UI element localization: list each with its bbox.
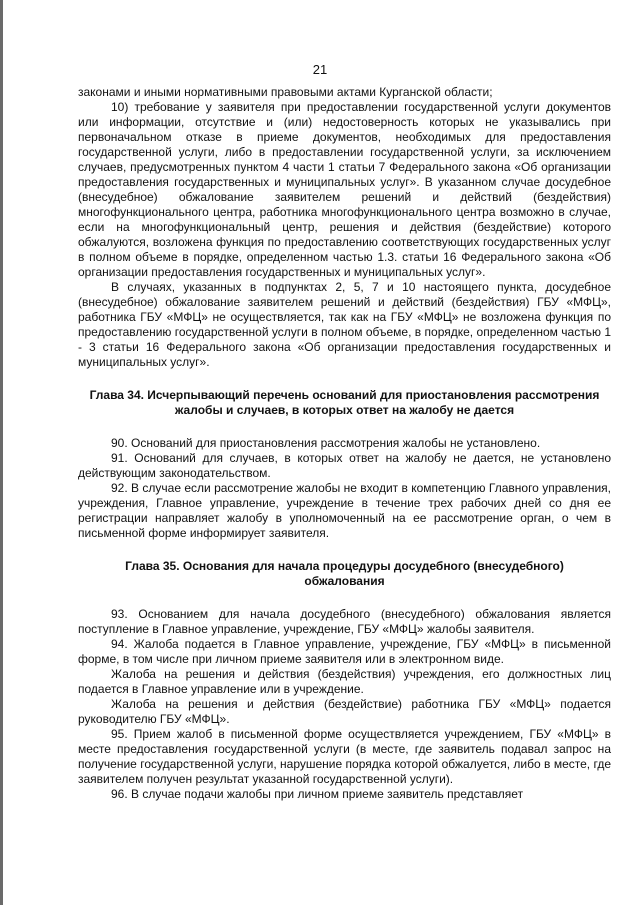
paragraph: 10) требование у заявителя при предоставлении государственной услуги документов или информации, отсутствие и (или) недостоверность которых не указывались при первоначальном отказе в приеме документов, необходимых для предоставления государственной услуги, либо в предоставлении государственной услуги, за исключением случаев, предусмотренных пунктом 4 части 1 статьи 7 Федерального закона «Об организации предоставления государственных и муниципальных услуг». В указанном случае досудебное (внесудебное) обжалование заявителем решений и действий (бездействия) многофункционального центра, работника многофункционального центра возможно в случае, если на многофункциональный центр, решения и действия (бездействие) которого обжалуются, возложена функция по предоставлению соответствующих государственных услуг в полном объеме в порядке, определенном частью 1.3. статьи 16 Федерального закона «Об организации предоставления государственных и муниципальных услуг». [78,100,611,279]
paragraph: В случаях, указанных в подпунктах 2, 5, 7 и 10 настоящего пункта, досудебное (внесудебное) обжалование заявителем решений и действий (бездействия) ГБУ «МФЦ», работника ГБУ «МФЦ» не осуществляется, так как на ГБУ «МФЦ» не возложена функция по предоставлению государственной услуги в полном объеме, в порядке, определенном частью 1 - 3 статьи 16 Федерального закона «Об организации предоставления государственных и муниципальных услуг». [78,280,611,369]
paragraph: 96. В случае подачи жалобы при личном приеме заявитель представляет [111,787,524,801]
paragraph: 94. Жалоба подается в Главное управление, учреждение, ГБУ «МФЦ» в письменной форме, в том числе при личном приеме заявителя или в электронном виде. [78,637,611,666]
paragraph: 95. Прием жалоб в письменной форме осуществляется учреждением, ГБУ «МФЦ» в месте предоставления государственной услуги (в месте, где заявитель подавал запрос на получение государственной услуги, нарушение порядка которой обжалуется, либо в месте, где заявителем получен результат указанной государственной услуги). [78,727,611,786]
document-body [78,85,611,802]
paragraph: Жалоба на решения и действия (бездействия) учреждения, его должностных лиц подается в Главное управление или в учреждение. [78,667,611,696]
paragraph: 93. Основанием для начала досудебного (внесудебного) обжалования является поступление в Главное управление, учреждение, ГБУ «МФЦ» жалобы заявителя. [78,607,611,636]
paragraph: 92. В случае если рассмотрение жалобы не входит в компетенцию Главного управления, учреждения, Главное управление, учреждение в течение трех рабочих дней со дня ее регистрации направляет жалобу в уполномоченный на ее рассмотрение орган, о чем в письменной форме информирует заявителя. [78,481,611,540]
page-number: 21 [312,62,328,77]
chapter-heading-35: Глава 35. Основания для начала процедуры досудебного (внесудебного) обжалования [125,559,564,588]
paragraph: 90. Оснований для приостановления рассмотрения жалобы не установлено. [111,436,541,450]
paragraph: законами и иными нормативными правовыми актами Курганской области; [78,85,493,99]
chapter-heading-34: Глава 34. Исчерпывающий перечень оснований для приостановления рассмотрения жалобы и случаев, в которых ответ на жалобу не дается [89,388,600,417]
scan-edge [0,0,3,905]
paragraph: 91. Оснований для случаев, в которых ответ на жалобу не дается, не установлено действующим законодательством. [78,451,611,480]
paragraph: Жалоба на решения и действия (бездействие) работника ГБУ «МФЦ» подается руководителю ГБУ «МФЦ». [78,697,611,726]
